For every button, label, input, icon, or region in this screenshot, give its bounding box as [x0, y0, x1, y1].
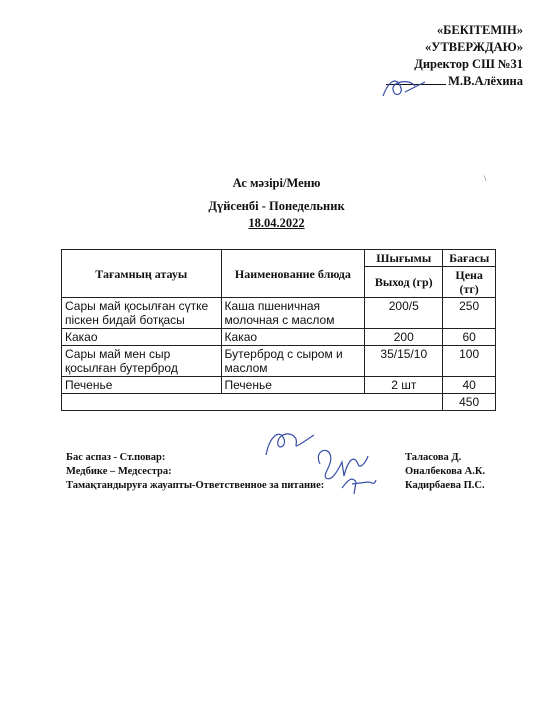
dish-price: 100: [443, 346, 496, 377]
approval-line-ru: «УТВЕРЖДАЮ»: [425, 40, 523, 54]
dish-name-kz: Печенье: [62, 377, 222, 394]
header-name-kz: Тағамның атауы: [62, 250, 222, 298]
date-title: 18.04.2022: [248, 216, 305, 230]
table-total-row: [62, 394, 496, 411]
dish-name-kz: Сары май қосылған сүтке піскен бидай ботқасы: [62, 298, 222, 329]
dish-price: 60: [443, 329, 496, 346]
approval-line-kz: «БЕКІТЕМІН»: [436, 23, 523, 37]
director-signature-icon: [375, 70, 435, 106]
table-header-row: [62, 250, 496, 267]
dish-name-kz: Какао: [62, 329, 222, 346]
dish-name-ru: Бутерброд с сыром и маслом: [221, 346, 365, 377]
dish-name-ru: Печенье: [221, 377, 365, 394]
staff-names: [405, 451, 485, 493]
table-row: [62, 298, 496, 329]
dish-yield: 35/15/10: [365, 346, 443, 377]
total-price: 450: [443, 394, 496, 411]
scan-mark: \: [484, 174, 487, 183]
name-responsible: Кадирбаева П.С.: [405, 480, 485, 491]
role-responsible: Тамақтандыруға жауапты-Ответственное за питание:: [66, 480, 325, 491]
responsible-signature-icon: [338, 472, 378, 496]
dish-yield: 2 шт: [365, 377, 443, 394]
director-title: Директор СШ №31: [414, 57, 523, 71]
dish-price: 250: [443, 298, 496, 329]
table-row: [62, 329, 496, 346]
header-yield-ru: Выход (гр): [365, 267, 443, 298]
role-chef: Бас аспаз - Ст.повар:: [66, 452, 166, 463]
menu-table: [61, 249, 496, 411]
dish-yield: 200: [365, 329, 443, 346]
menu-title: Ас мәзірі/Меню: [232, 176, 321, 190]
header-yield-kz: Шығымы: [365, 250, 443, 267]
total-label-cell: [62, 394, 443, 411]
day-title: Дүйсенбі - Понедельник: [208, 199, 345, 213]
dish-name-ru: Какао: [221, 329, 365, 346]
name-nurse: Оналбекова А.К.: [405, 466, 486, 477]
dish-name-ru: Каша пшеничная молочная с маслом: [221, 298, 365, 329]
table-row: [62, 346, 496, 377]
role-nurse: Медбике – Медсестра:: [66, 466, 172, 477]
dish-yield: 200/5: [365, 298, 443, 329]
dish-name-kz: Сары май мен сыр қосылған бутерброд: [62, 346, 222, 377]
header-name-ru: Наименование блюда: [221, 250, 365, 298]
header-price-kz: Бағасы: [443, 250, 496, 267]
name-chef: Таласова Д.: [405, 452, 462, 463]
dish-price: 40: [443, 377, 496, 394]
header-price-ru: Цена (тг): [443, 267, 496, 298]
director-name: М.В.Алёхина: [448, 74, 523, 88]
table-row: [62, 377, 496, 394]
